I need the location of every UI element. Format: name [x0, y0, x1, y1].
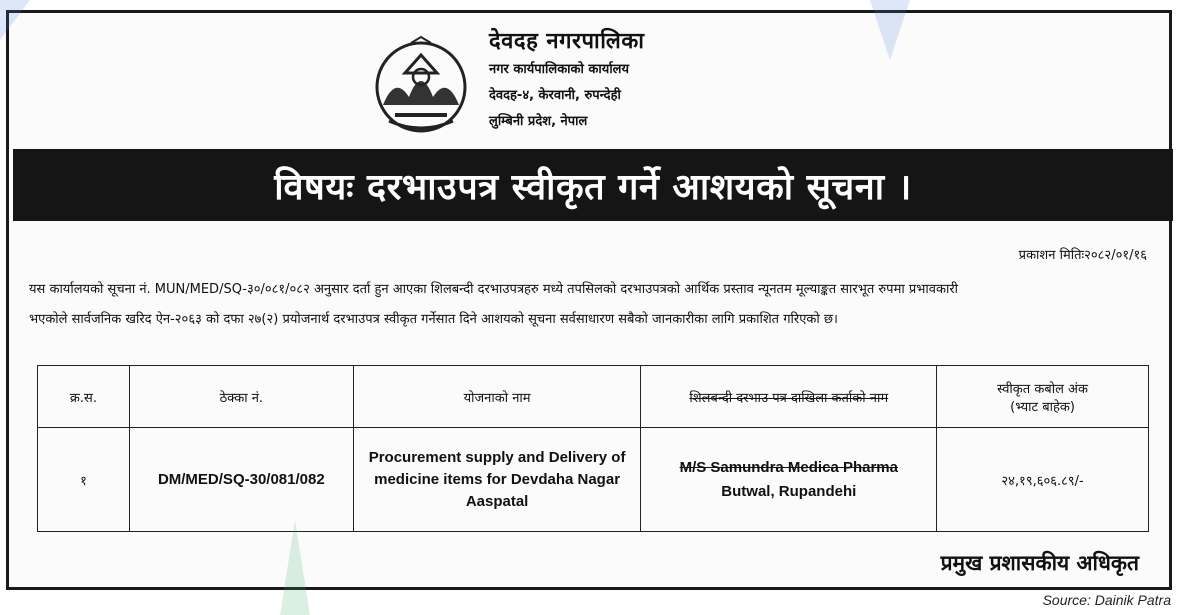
- body-line: यस कार्यालयको सूचना नं. MUN/MED/SQ-३०/०८१/०८२ अनुसार दर्ता हुन आएका शिलबन्दी दरभाउपत्रहरु मध्ये तपसिलको दरभाउपत्रको आर्थिक प्रस्ताव न्यूनतम मूल्याङ्कत सारभूत रुपमा प्रभावकारी: [29, 282, 959, 297]
- cell-bidder-name: [641, 428, 937, 532]
- municipality-name: देवदह नगरपालिका: [489, 29, 645, 54]
- subject-heading: विषयः दरभाउपत्र स्वीकृत गर्ने आशयको सूचना ।: [274, 166, 912, 208]
- table-row: [38, 428, 1149, 532]
- office-name: नगर कार्यपालिकाको कार्यालय: [489, 62, 630, 77]
- cell-sn: १: [38, 428, 130, 532]
- source-credit: Source: Dainik Patra: [1042, 592, 1171, 608]
- bidder-location-line: Butwal, Rupandehi: [721, 482, 857, 500]
- header-bidder-label: शिलबन्दी दरभाउ पत्र दाखिला कर्ताको नाम: [689, 390, 889, 406]
- publication-date: प्रकाशन मितिः२०८२/०१/१६: [1018, 248, 1147, 263]
- office-address: देवदह-४, केरवानी, रुपन्देही: [489, 88, 621, 103]
- header-amount-note: (भ्याट बाहेक): [1010, 399, 1075, 415]
- header-sn: क्र.स.: [38, 366, 130, 428]
- notice-frame: [6, 10, 1172, 590]
- notice-body: [29, 275, 1159, 335]
- nepal-government-emblem: [365, 35, 477, 135]
- header-amount-label: स्वीकृत कबोल अंक: [997, 381, 1088, 397]
- cell-project-name: Procurement supply and Delivery of medicine items for Devdaha Nagar Aaspatal: [353, 428, 641, 532]
- table-header-row: [38, 366, 1149, 428]
- body-line: भएकोले सार्वजनिक खरिद ऐन-२०६३ को दफा २७(२) प्रयोजनार्थ दरभाउपत्र स्वीकृत गर्नेसात दिने आशयको सूचना सर्वसाधारण सबैको जानकारीका लागि प्रकाशित गरिएको छ।: [29, 312, 838, 327]
- header-bidder-name: [641, 366, 937, 428]
- tender-table: [37, 365, 1149, 532]
- bidder-name-line: M/S Samundra Medica Pharma: [679, 458, 898, 476]
- cell-contract-no: DM/MED/SQ-30/081/082: [129, 428, 353, 532]
- signatory-title: प्रमुख प्रशासकीय अधिकृत: [940, 551, 1139, 575]
- cell-approved-amount: २४,१९,६०६.८९/-: [937, 428, 1149, 532]
- province-line: लुम्बिनी प्रदेश, नेपाल: [489, 114, 588, 129]
- header-project-name: योजनाको नाम: [353, 366, 641, 428]
- header-approved-amount: [937, 366, 1149, 428]
- subject-band: [13, 149, 1173, 221]
- notice-header: [365, 25, 715, 143]
- header-contract-no: ठेक्का नं.: [129, 366, 353, 428]
